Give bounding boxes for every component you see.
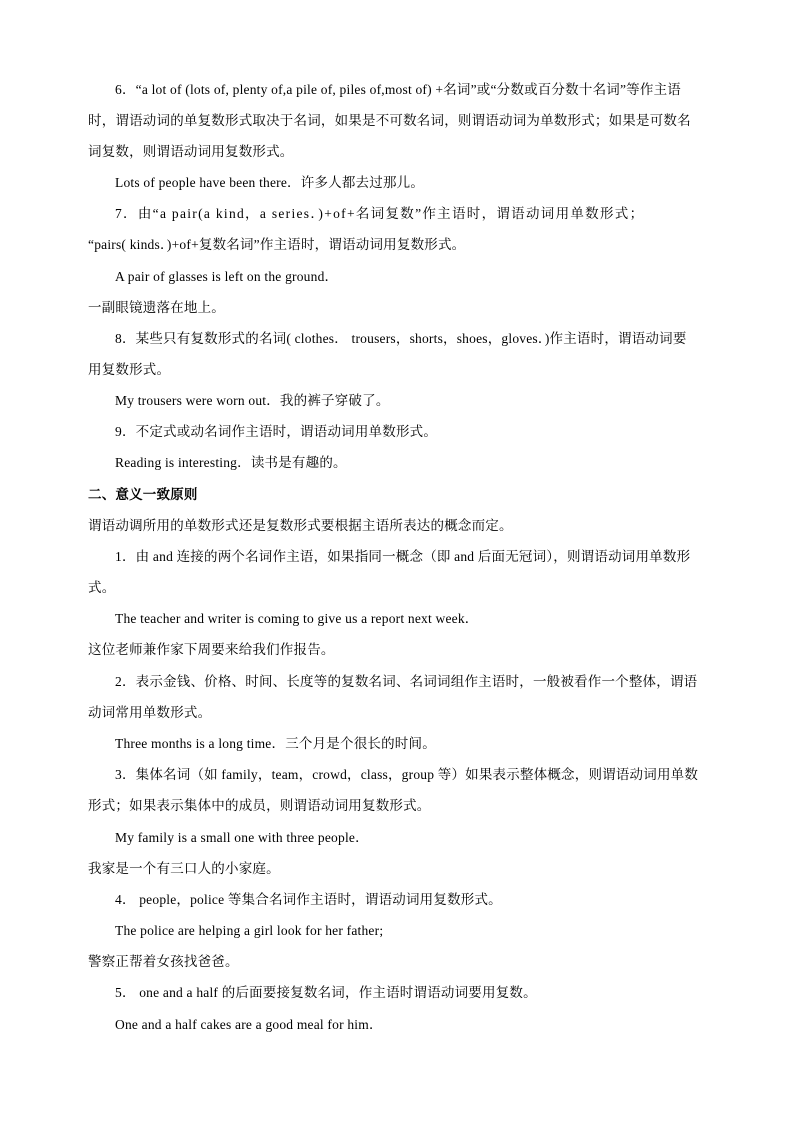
meaning-rule-4-example: The police are helping a girl look for her father; [115,923,384,938]
rule-8-line-1: 8．某些只有复数形式的名词( clothes． trousers，shorts，shoes，gloves．)作主语时，谓语动词要 [115,331,687,346]
meaning-rule-1-line-2: 式。 [88,580,116,595]
meaning-rule-3-example: My family is a small one with three people． [115,830,369,845]
meaning-rule-4-translation: 警察正帮着女孩找爸爸。 [88,954,239,969]
meaning-rule-3-line-1: 3．集体名词（如 family，team，crowd，class，group 等）如果表示整体概念，则谓语动词用单数 [115,767,699,782]
rule-7-line-1: 7．由“a pair(a kind，a series．)+of+名词复数”作主语时，谓语动词用单数形式； [115,206,645,221]
meaning-rule-1-example: The teacher and writer is coming to give us a report next week． [115,611,479,626]
meaning-rule-1-line-1: 1．由 and 连接的两个名词作主语，如果指同一概念（即 and 后面无冠词），则谓语动词用单数形 [115,549,691,564]
meaning-rule-5-line: 5． one and a half 的后面要接复数名词，作主语时谓语动词要用复数。 [115,985,537,1000]
rule-8-example: My trousers were worn out．我的裤子穿破了。 [115,393,390,408]
rule-6-line-1: 6．“a lot of (lots of, plenty of,a pile of, piles of,most of) +名词”或“分数或百分数十名词”等作主语 [115,82,681,97]
rule-6-line-3: 词复数，则谓语动词用复数形式。 [88,144,294,159]
rule-6-line-2: 时，谓语动词的单复数形式取决于名词，如果是不可数名词，则谓语动词为单数形式；如果是可数名 [88,113,691,128]
rule-7-example: A pair of glasses is left on the ground． [115,269,339,284]
section-heading: 二、意义一致原则 [88,487,198,502]
rule-9-example: Reading is interesting．读书是有趣的。 [115,455,347,470]
meaning-rule-2-line-1: 2．表示金钱、价格、时间、长度等的复数名词、名词词组作主语时，一般被看作一个整体，谓语 [115,674,698,689]
meaning-rule-2-line-2: 动词常用单数形式。 [88,705,212,720]
meaning-rule-1-translation: 这位老师兼作家下周要来给我们作报告。 [88,642,335,657]
rule-7-line-2: “pairs( kinds．)+of+复数名词”作主语时，谓语动词用复数形式。 [88,237,466,252]
section-intro: 谓语动调所用的单数形式还是复数形式要根据主语所表达的概念而定。 [88,518,513,533]
meaning-rule-3-translation: 我家是一个有三口人的小家庭。 [88,861,280,876]
meaning-rule-5-example: One and a half cakes are a good meal for him． [115,1017,383,1032]
meaning-rule-4-line: 4． people，police 等集合名词作主语时，谓语动词用复数形式。 [115,892,502,907]
meaning-rule-2-example: Three months is a long time．三个月是个很长的时间。 [115,736,436,751]
rule-6-example: Lots of people have been there．许多人都去过那儿。 [115,175,425,190]
meaning-rule-3-line-2: 形式；如果表示集体中的成员，则谓语动词用复数形式。 [88,798,431,813]
rule-7-translation: 一副眼镜遗落在地上。 [88,300,225,315]
rule-8-line-2: 用复数形式。 [88,362,171,377]
rule-9-line: 9．不定式或动名词作主语时，谓语动词用单数形式。 [115,424,438,439]
